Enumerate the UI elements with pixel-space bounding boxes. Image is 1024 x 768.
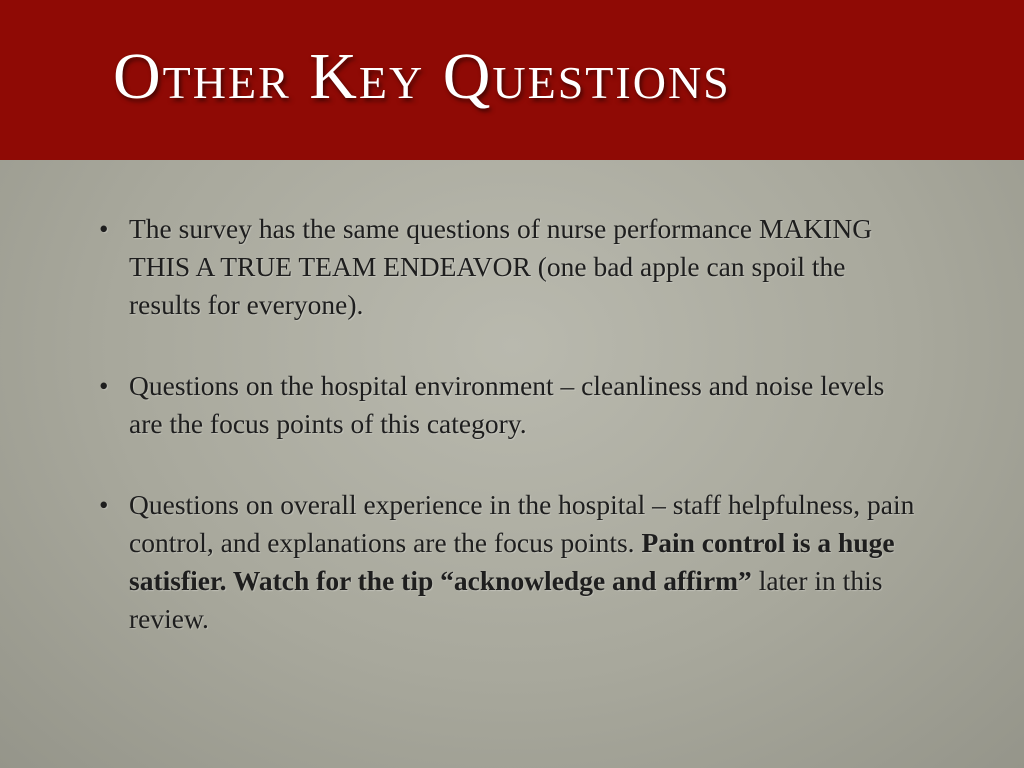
bullet-item-experience bbox=[95, 486, 915, 638]
slide-body bbox=[95, 210, 915, 681]
bullet-item-environment bbox=[95, 367, 915, 443]
bullet-marker: • bbox=[99, 371, 109, 401]
bullet-text-lead: Questions on overall experience in the hospital – staff helpfulness, pain control, and explanations are the focus points. bbox=[129, 489, 915, 558]
bullet-marker: • bbox=[99, 214, 109, 244]
bullet-text-bold: Pain control is a huge satisfier. Watch for the tip “acknowledge and affirm” bbox=[129, 527, 895, 596]
bullet-list bbox=[95, 210, 915, 638]
bullet-item-survey bbox=[95, 210, 915, 324]
bullet-text: Questions on the hospital environment – cleanliness and noise levels are the focus points of this category. bbox=[129, 370, 885, 439]
bullet-text: The survey has the same questions of nurse performance MAKING THIS A TRUE TEAM ENDEAVOR (one bad apple can spoil the results for everyone). bbox=[129, 213, 873, 320]
bullet-text-trail: later in this review. bbox=[129, 565, 883, 634]
title-bar bbox=[0, 0, 1024, 160]
slide-title: Other Key Questions bbox=[113, 40, 731, 113]
bullet-marker: • bbox=[99, 490, 109, 520]
